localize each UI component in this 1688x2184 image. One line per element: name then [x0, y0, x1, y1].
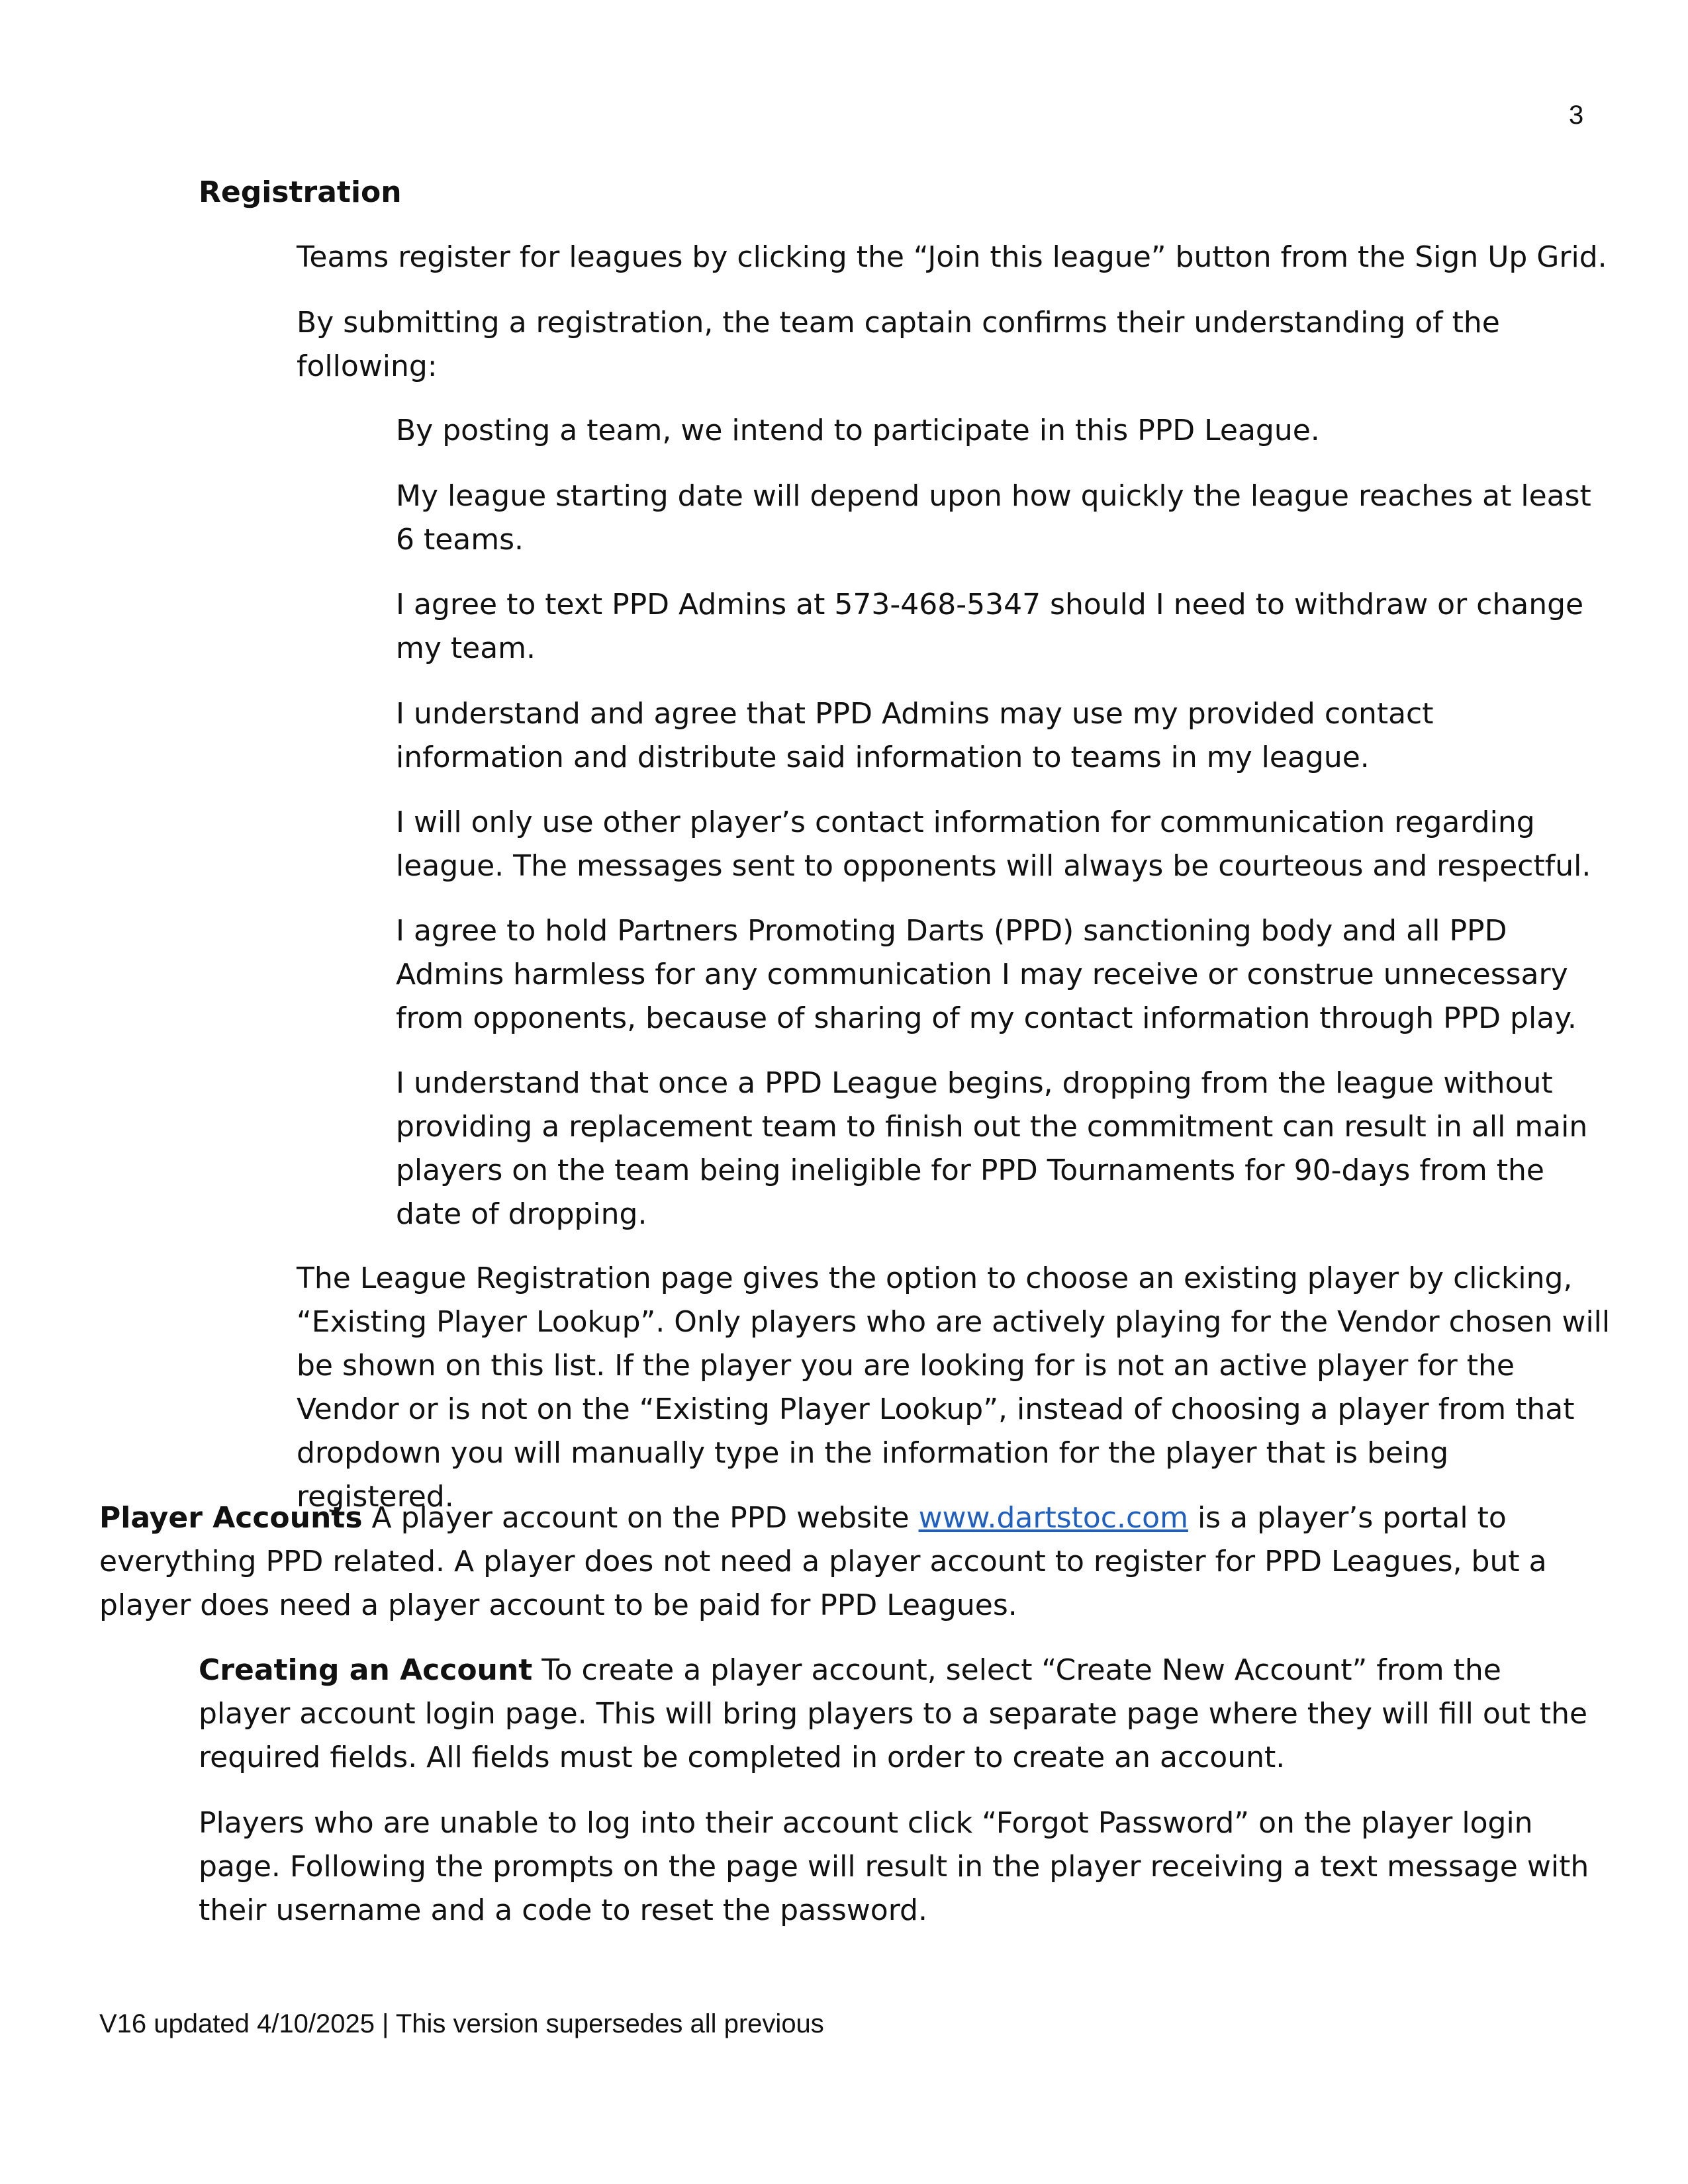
registration-confirm: By submitting a registration, the team captain confirms their understanding of the following:	[297, 306, 1500, 383]
player-accounts-section: Player Accounts A player account on the PPD website www.dartstoc.com is a player’s portal to everything PPD related. A player does not need a player account to register for PPD Leagues, but a player does need a player account to be paid for PPD Leagues.	[99, 1501, 1547, 1622]
registration-heading: Registration	[199, 175, 402, 209]
page-number: 3	[1569, 101, 1584, 130]
registration-intro: Teams register for leagues by clicking the “Join this league” button from the Sign Up Grid.	[297, 240, 1607, 274]
version-footer: V16 updated 4/10/2025 | This version supersedes all previous	[99, 2009, 824, 2038]
creating-account-section: Creating an Account To create a player account, select “Create New Account” from the player account login page. This will bring players to a separate page where they will fill out the required fields. All fields must be completed in order to create an account.	[199, 1653, 1588, 1774]
confirm-item-5: I will only use other player’s contact information for communication regarding league. The messages sent to opponents will always be courteous and respectful.	[396, 805, 1591, 883]
dartstoc-link[interactable]: www.dartstoc.com	[918, 1501, 1188, 1535]
confirm-item-1: By posting a team, we intend to participate in this PPD League.	[396, 414, 1320, 447]
creating-account-heading: Creating an Account	[199, 1653, 533, 1687]
lookup-paragraph: The League Registration page gives the option to choose an existing player by clicking, “Existing Player Lookup”. Only players who are actively playing for the Vendor chosen will be shown on this list. If the player you are looking for is not an active player for the Vendor or is not on the “Existing Player Lookup”, instead of choosing a player from that dropdown you will manually type in the information for the player that is being registered.	[297, 1261, 1611, 1514]
confirm-item-6: I agree to hold Partners Promoting Darts (PPD) sanctioning body and all PPD Admins harmless for any communication I may receive or construe unnecessary from opponents, because of sharing of my contact information through PPD play.	[396, 914, 1577, 1035]
player-accounts-heading: Player Accounts	[99, 1501, 363, 1535]
confirm-item-2: My league starting date will depend upon how quickly the league reaches at least 6 teams.	[396, 479, 1591, 557]
forgot-password-paragraph: Players who are unable to log into their account click “Forgot Password” on the player login page. Following the prompts on the page will result in the player receiving a text message with their username and a code to reset the password.	[199, 1806, 1589, 1927]
confirm-item-7: I understand that once a PPD League begins, dropping from the league without providing a replacement team to finish out the commitment can result in all main players on the team being ineligible for PPD Tournaments for 90-days from the date of dropping.	[396, 1066, 1588, 1231]
confirm-item-3: I agree to text PPD Admins at 573-468-5347 should I need to withdraw or change my team.	[396, 588, 1584, 665]
confirm-item-4: I understand and agree that PPD Admins may use my provided contact information and distribute said information to teams in my league.	[396, 697, 1434, 774]
